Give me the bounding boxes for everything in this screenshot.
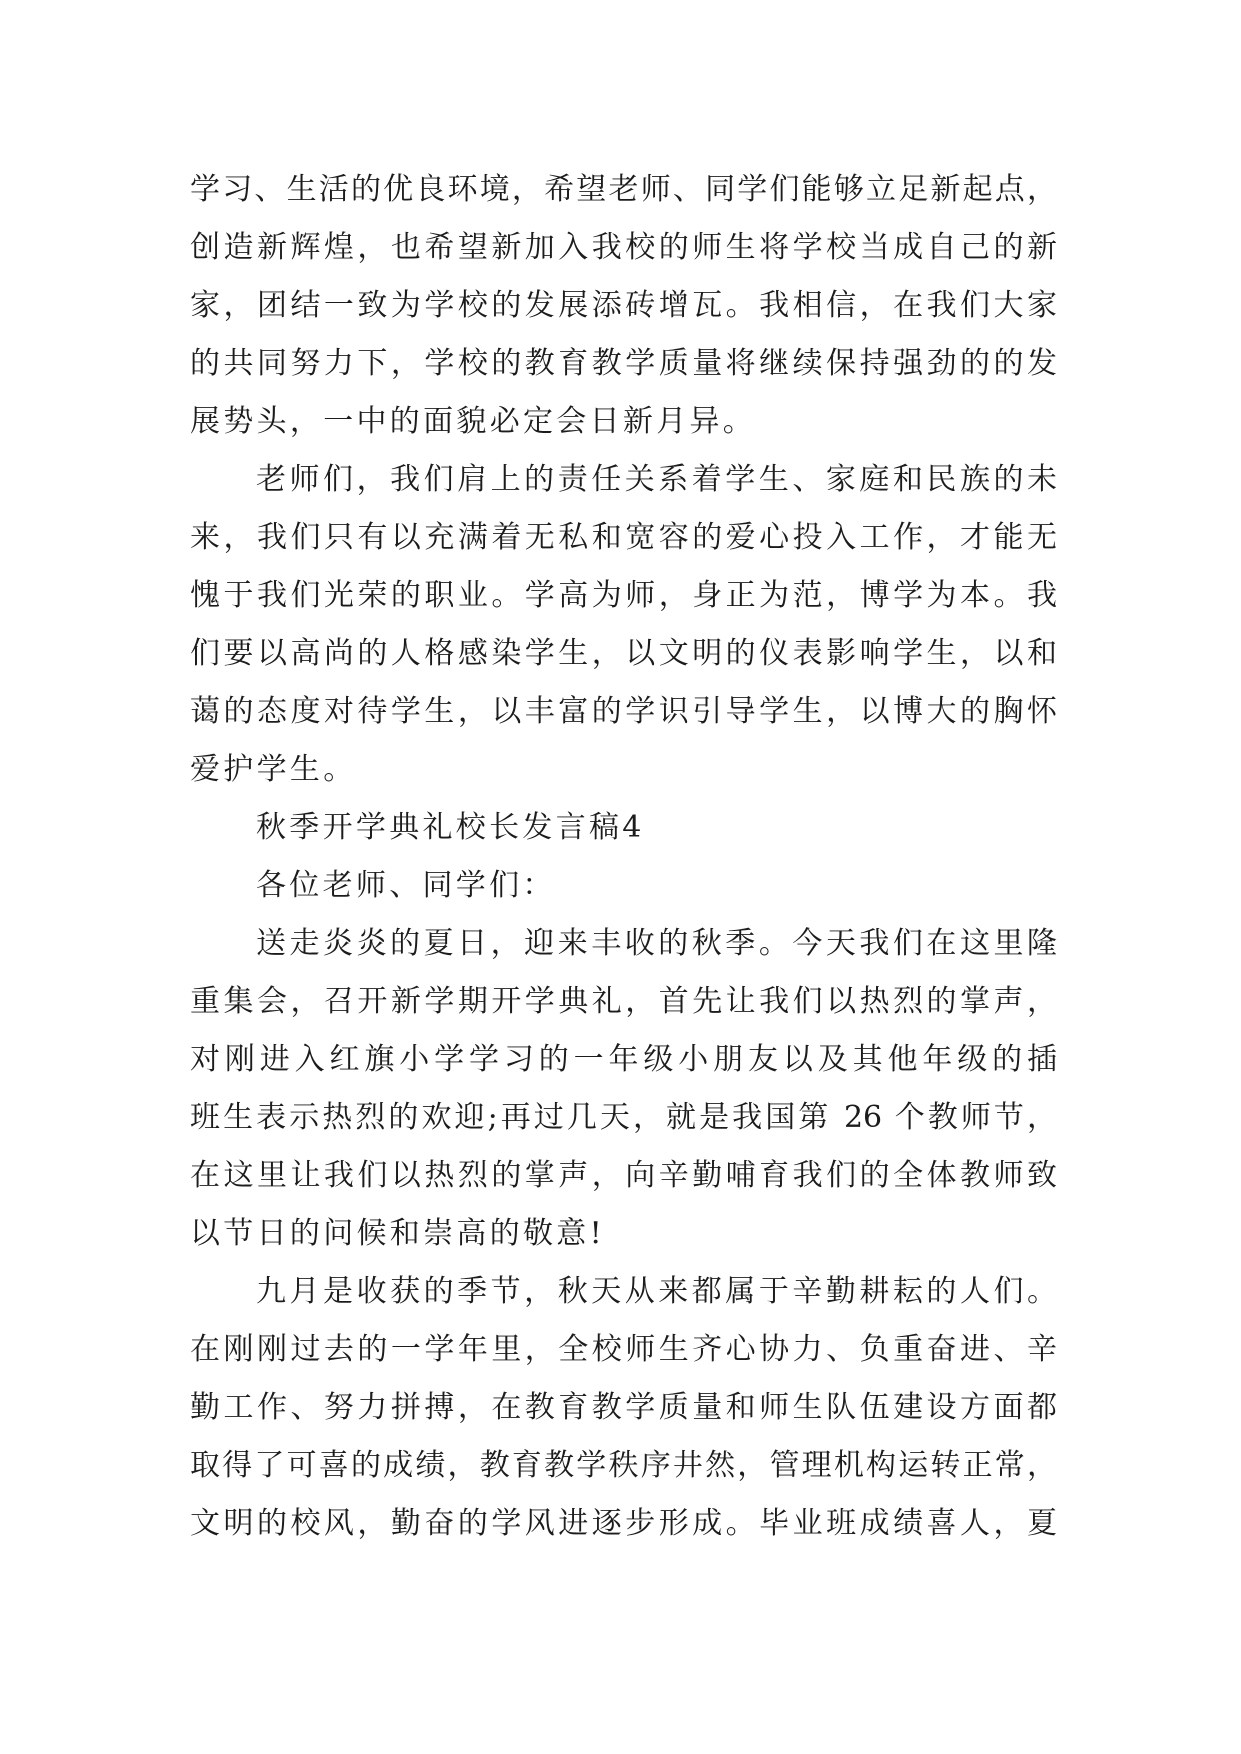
- text-line: 送走炎炎的夏日，迎来丰收的秋季。今天我们在这里隆: [256, 926, 1057, 961]
- salutation: 各位老师、同学们：: [256, 868, 556, 903]
- text-line: 以节日的问候和崇高的敬意!: [190, 1216, 605, 1251]
- paragraph: [190, 1263, 1057, 1553]
- text-line: 学习、生活的优良环境，希望老师、同学们能够立足新起点，: [190, 172, 1057, 207]
- text-line: 在刚刚过去的一学年里，全校师生齐心协力、负重奋进、辛: [190, 1332, 1057, 1367]
- text-line: 取得了可喜的成绩，教育教学秩序井然，管理机构运转正常，: [190, 1448, 1057, 1483]
- text-line: 在这里让我们以热烈的掌声，向辛勤哺育我们的全体教师致: [190, 1158, 1057, 1193]
- text-line: 重集会，召开新学期开学典礼，首先让我们以热烈的掌声，: [190, 984, 1057, 1019]
- text-line: 爱护学生。: [190, 752, 357, 787]
- paragraph: [190, 161, 1057, 451]
- text-line: 班生表示热烈的欢迎;再过几天，就是我国第 26 个教师节，: [190, 1100, 1057, 1135]
- text-line: 的共同努力下，学校的教育教学质量将继续保持强劲的的发: [190, 346, 1057, 381]
- text-line: 创造新辉煌，也希望新加入我校的师生将学校当成自己的新: [190, 230, 1057, 265]
- text-line: 勤工作、努力拼搏，在教育教学质量和师生队伍建设方面都: [190, 1390, 1057, 1425]
- text-line: 老师们，我们肩上的责任关系着学生、家庭和民族的未: [256, 462, 1057, 497]
- document-body: [190, 161, 1057, 1553]
- text-line: 家，团结一致为学校的发展添砖增瓦。我相信，在我们大家: [190, 288, 1057, 323]
- text-line: 们要以高尚的人格感染学生，以文明的仪表影响学生，以和: [190, 636, 1057, 671]
- paragraph: [190, 451, 1057, 799]
- text-line: 愧于我们光荣的职业。学高为师，身正为范，博学为本。我: [190, 578, 1057, 613]
- section-title: 秋季开学典礼校长发言稿4: [256, 810, 645, 845]
- text-line: 展势头，一中的面貌必定会日新月异。: [190, 404, 757, 439]
- text-line: 文明的校风，勤奋的学风进逐步形成。毕业班成绩喜人，夏: [190, 1506, 1057, 1541]
- text-line: 九月是收获的季节，秋天从来都属于辛勤耕耘的人们。: [256, 1274, 1057, 1309]
- text-line: 蔼的态度对待学生，以丰富的学识引导学生，以博大的胸怀: [190, 694, 1057, 729]
- text-line: 对刚进入红旗小学学习的一年级小朋友以及其他年级的插: [190, 1042, 1057, 1077]
- text-line: 来，我们只有以充满着无私和宽容的爱心投入工作，才能无: [190, 520, 1057, 555]
- paragraph: [190, 915, 1057, 1263]
